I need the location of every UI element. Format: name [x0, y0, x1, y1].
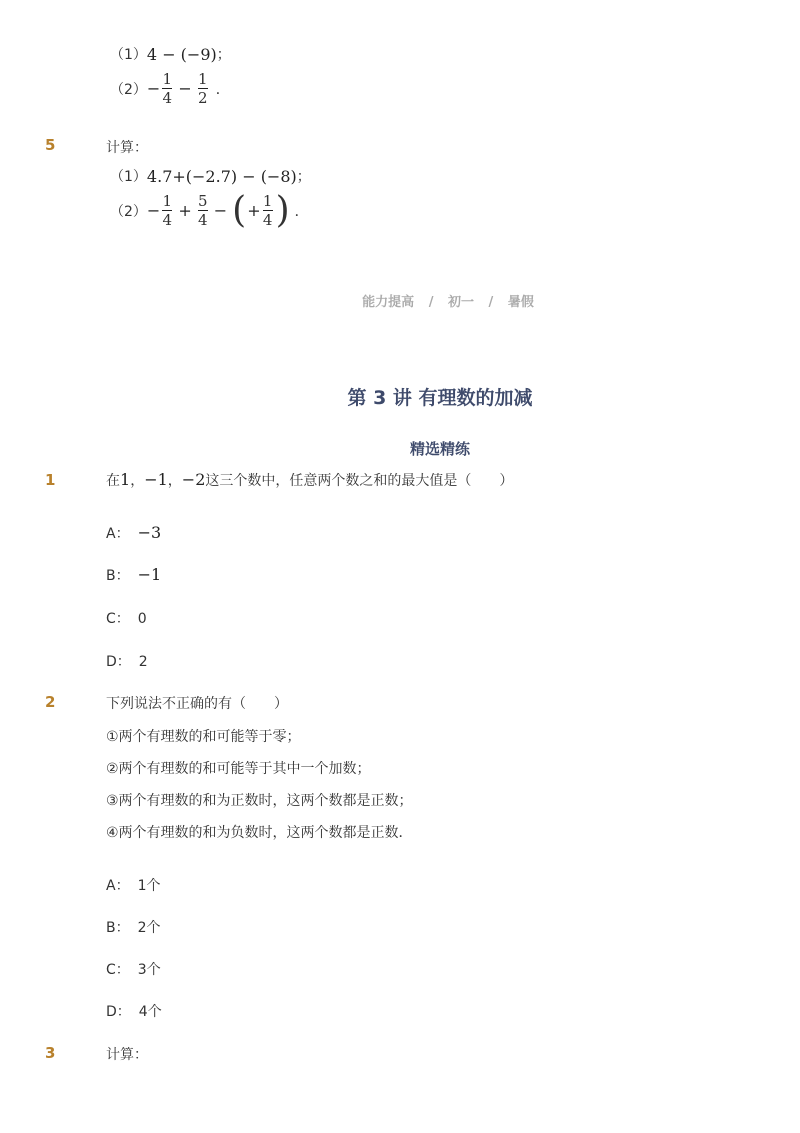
numerator: 1 [162, 192, 173, 210]
question-number: 2 [45, 693, 56, 711]
item-end: ； [296, 169, 311, 185]
fraction [162, 192, 172, 229]
fraction [162, 70, 172, 107]
prev-q4-item-2 [110, 70, 230, 107]
math-operator: − [178, 79, 192, 98]
option-letter: D： [106, 1004, 131, 1020]
math-expression: 4 − (−9) [146, 44, 217, 64]
option-value: 2 [138, 654, 148, 670]
denominator: 4 [162, 89, 173, 107]
option-c[interactable] [106, 608, 147, 628]
breadcrumb-separator: / [428, 295, 434, 310]
option-value: 3个 [137, 962, 161, 978]
question-stem: 计算： [106, 140, 148, 156]
math-number: −1 [144, 470, 168, 489]
breadcrumb-part: 能力提高 [362, 295, 415, 310]
option-c[interactable] [106, 959, 161, 979]
item-label: （2） [110, 81, 147, 98]
stem-text: 在 [106, 473, 120, 489]
page-footer-breadcrumb [0, 291, 800, 310]
breadcrumb-part: 暑假 [507, 295, 534, 310]
right-paren: ) [275, 189, 290, 231]
option-letter: B： [106, 920, 130, 936]
option-a[interactable] [106, 875, 161, 895]
question-stem: 计算： [106, 1047, 148, 1063]
math-sign: − [146, 79, 161, 98]
item-label: （1） [110, 47, 147, 63]
item-label: （1） [110, 169, 147, 185]
option-value: −1 [137, 565, 162, 584]
breadcrumb-separator: / [488, 295, 494, 310]
numerator: 1 [262, 192, 273, 210]
q5-item-1 [110, 166, 311, 186]
question-number: 5 [45, 136, 56, 154]
option-value: 4个 [138, 1004, 162, 1020]
numerator: 5 [197, 192, 208, 210]
math-sign: − [146, 201, 161, 220]
option-a[interactable] [106, 523, 161, 543]
statement-3: ③两个有理数的和为正数时，这两个数都是正数； [106, 793, 413, 809]
breadcrumb-part: 初一 [447, 295, 474, 310]
question-stem: 下列说法不正确的有（ ） [106, 696, 288, 712]
question-stem [106, 470, 513, 490]
fraction [198, 70, 208, 107]
fraction [198, 192, 208, 229]
prev-q4-item-1 [110, 44, 231, 64]
denominator: 4 [262, 211, 273, 229]
option-d[interactable] [106, 651, 148, 671]
left-paren: ( [232, 189, 247, 231]
section-title: 精选精练 [409, 440, 470, 458]
option-letter: C： [106, 962, 130, 978]
option-letter: A： [106, 526, 130, 542]
option-d[interactable] [106, 1001, 162, 1021]
math-operator: − [213, 201, 228, 220]
math-expression: 4.7+(−2.7) − (−8) [146, 166, 297, 186]
statement-1: ①两个有理数的和可能等于零； [106, 729, 301, 745]
math-number: −2 [181, 470, 206, 489]
math-operator: + [178, 201, 192, 220]
statement-2: ②两个有理数的和可能等于其中一个加数； [106, 761, 371, 777]
item-end: ； [216, 47, 231, 63]
option-b[interactable] [106, 565, 161, 585]
option-letter: D： [106, 654, 131, 670]
option-letter: C： [106, 611, 130, 627]
numerator: 1 [162, 70, 173, 88]
option-value: 2个 [137, 920, 161, 936]
option-value: 0 [137, 611, 147, 627]
denominator: 4 [162, 211, 173, 229]
q5-item-2 [110, 189, 309, 231]
stem-text: ， [167, 473, 182, 489]
item-label: （2） [110, 203, 147, 220]
denominator: 2 [197, 89, 208, 107]
statement-4: ④两个有理数的和为负数时，这两个数都是正数． [106, 825, 413, 841]
option-value: 1个 [137, 878, 161, 894]
fraction [263, 192, 273, 229]
denominator: 4 [197, 211, 208, 229]
numerator: 1 [197, 70, 208, 88]
option-letter: A： [106, 878, 130, 894]
item-end: ． [215, 81, 230, 98]
option-b[interactable] [106, 917, 161, 937]
option-value: −3 [137, 523, 162, 542]
question-number: 1 [45, 471, 56, 489]
stem-text: ， [130, 473, 145, 489]
item-end: ． [294, 203, 309, 220]
option-letter: B： [106, 568, 130, 584]
question-number: 3 [45, 1044, 56, 1062]
math-number: 1 [120, 470, 131, 489]
math-sign: + [247, 201, 261, 220]
stem-text: 这三个数中，任意两个数之和的最大值是（ ） [205, 473, 514, 489]
lecture-title: 第 3 讲 有理数的加减 [347, 387, 533, 409]
